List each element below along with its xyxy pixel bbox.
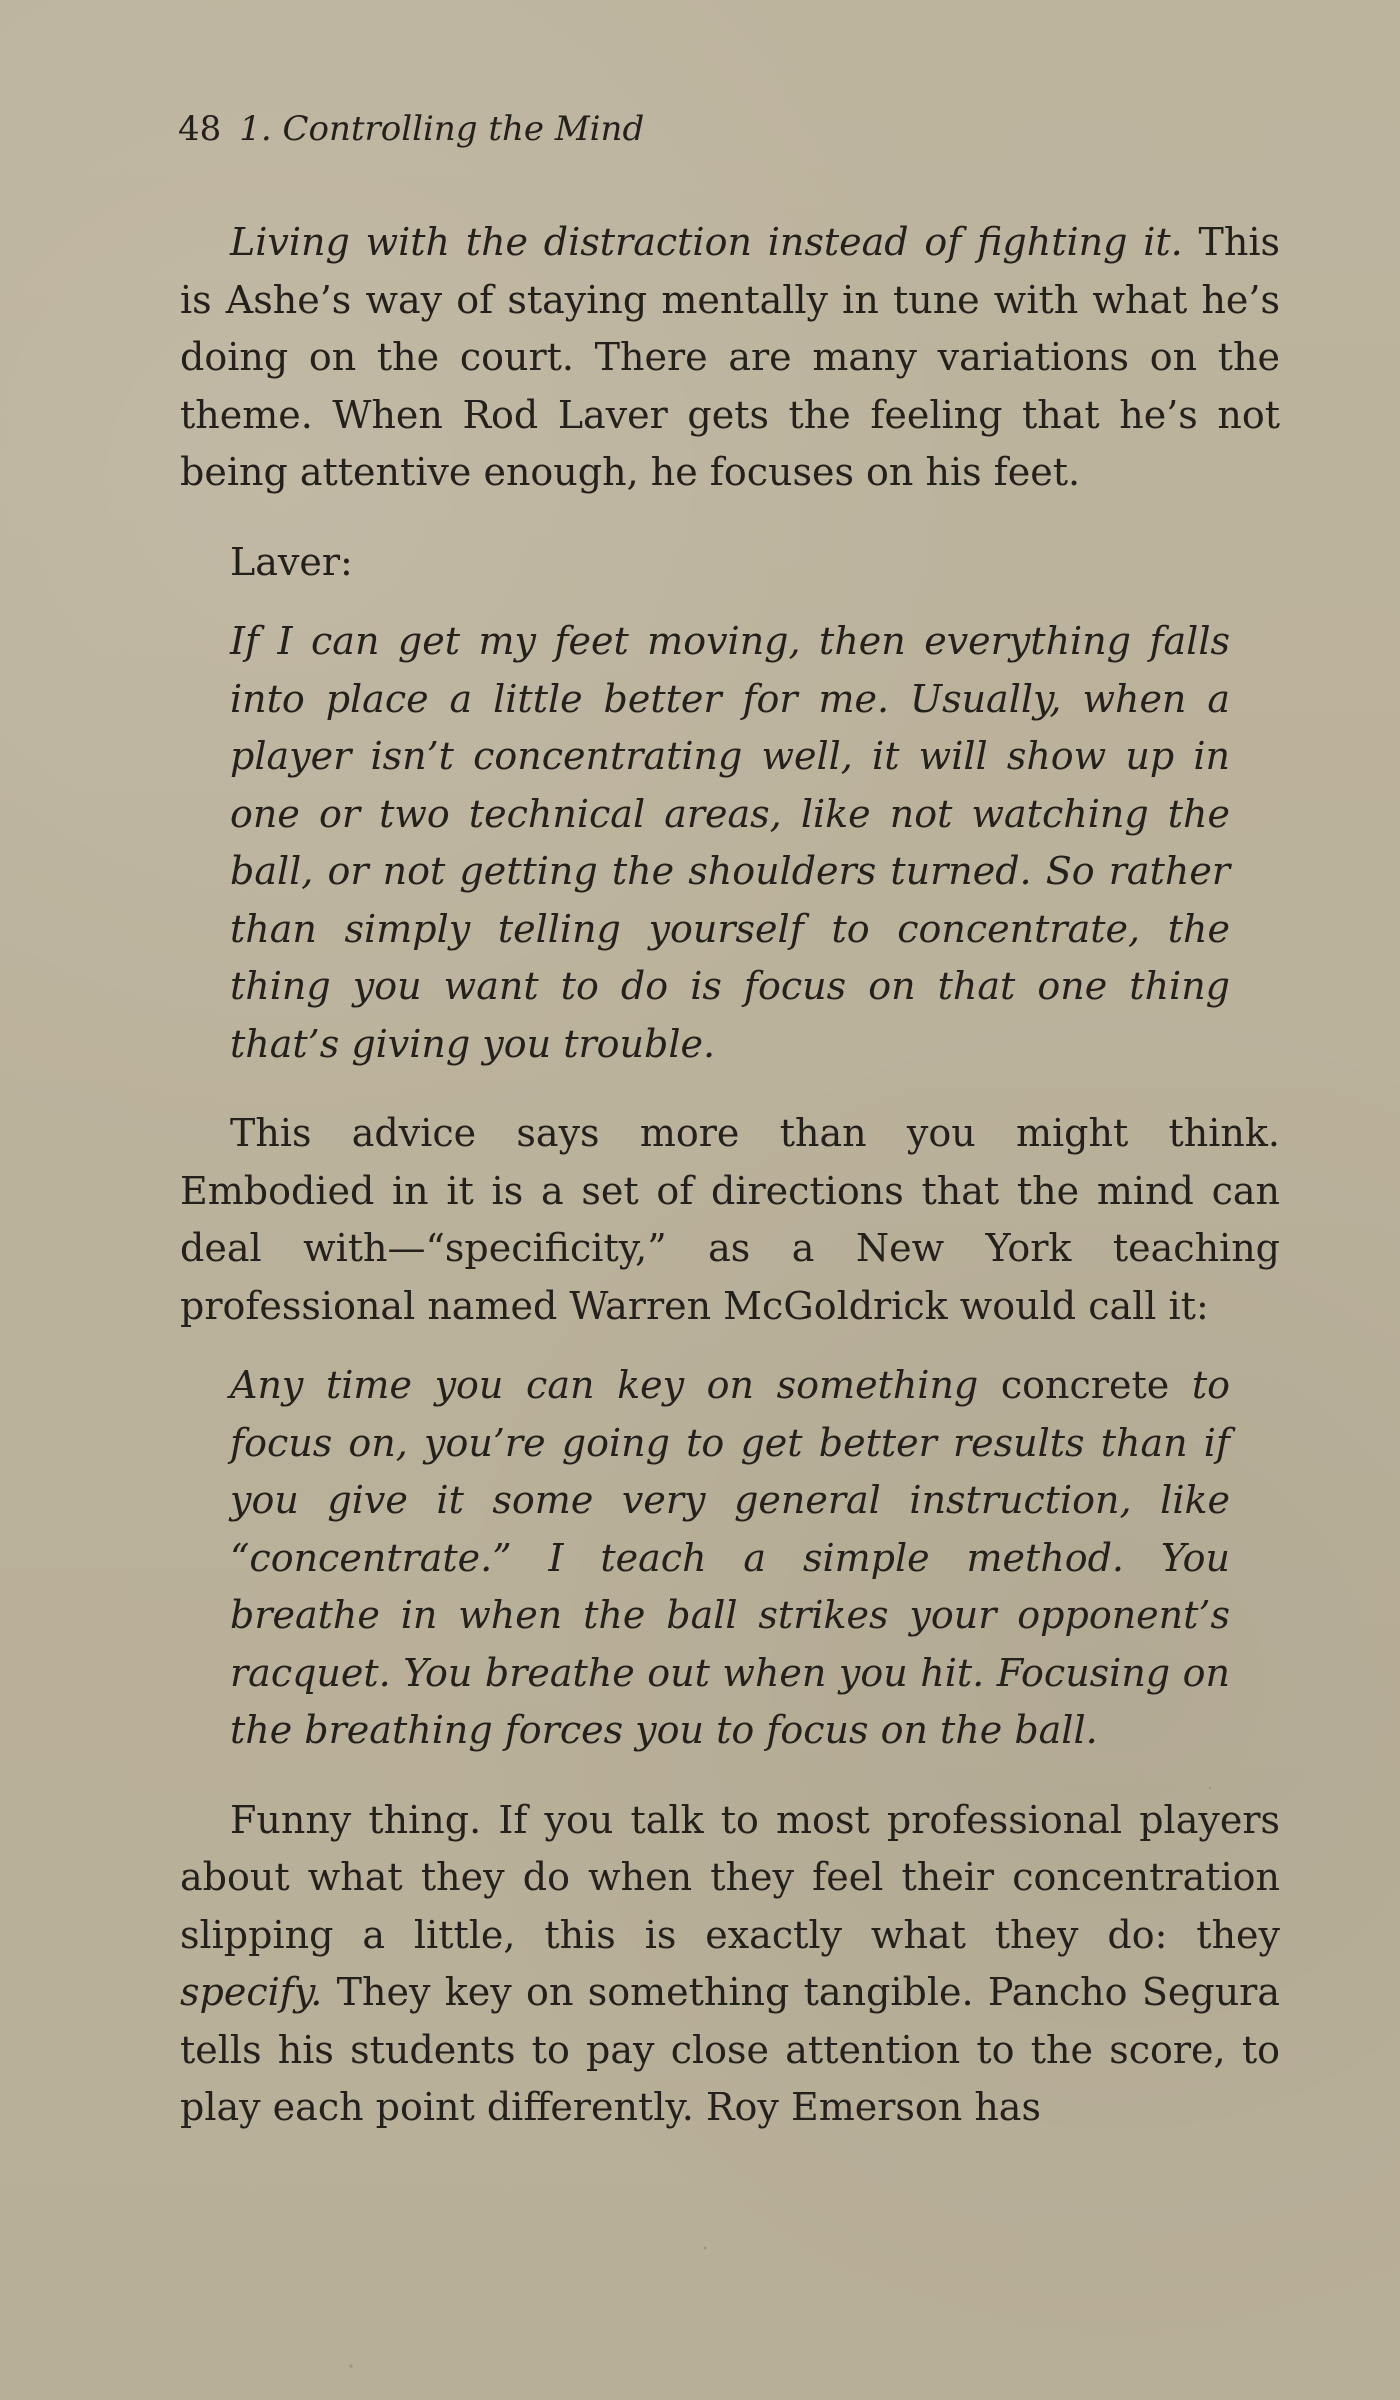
closing-paragraph-part-1: Funny thing. If you talk to most professional players about what they do when they feel their concentration slipping a little, this is exactly what they do: they [180, 1797, 1280, 1957]
chapter-title: 1. Controlling the Mind [239, 109, 645, 149]
closing-paragraph-part-2: They key on something tangible. Pancho Segura tells his students to pay close attention to the score, to play each point differently. Roy Emerson has [180, 1970, 1280, 2129]
laver-quote: If I can get my feet moving, then everything falls into place a little better for me. Usually, when a player isn’t concentrating well, it will show up in one or two technical areas, like not watching the ball, or not getting the shoulders turned. So rather than simply telling yourself to concentrate, the thing you want to do is focus on that one thing that’s giving you trouble. [230, 619, 1230, 1066]
specificity-paragraph: This advice says more than you might think. Embodied in it is a set of directions that the mind can deal with—“specificity,” as a New York teaching professional named Warren McGoldrick would call it: [180, 1111, 1280, 1328]
speaker-label: Laver: [230, 539, 353, 584]
mcgoldrick-quote [180, 1357, 1230, 1760]
opening-paragraph-text: This is Ashe’s way of staying mentally in tune with what he’s doing on the court. There are many variations on the theme. When Rod Laver gets the feeling that he’s not being attentive enough, he focuses on his feet. [180, 220, 1280, 494]
opening-italic-phrase: Living with the distraction instead of fighting it. [230, 220, 1183, 264]
page-text [180, 214, 1280, 2137]
mcgoldrick-quote-part-2: to focus on, you’re going to get better results than if you give it some very general instruction, like “concentrate.” I teach a simple method. You breathe in when the ball strikes your opponent’s racquet. You breathe out when you hit. Focusing on the breathing forces you to focus on the ball. [230, 1363, 1230, 1752]
opening-paragraph [180, 214, 1280, 502]
closing-paragraph [180, 1792, 1280, 2137]
specify-word: specify. [180, 1970, 323, 2014]
mcgoldrick-quote-part-1: Any time you can key on something [230, 1363, 1001, 1407]
page-number: 48 [178, 109, 222, 149]
running-head [178, 107, 644, 151]
concrete-word: concrete [1000, 1363, 1170, 1407]
